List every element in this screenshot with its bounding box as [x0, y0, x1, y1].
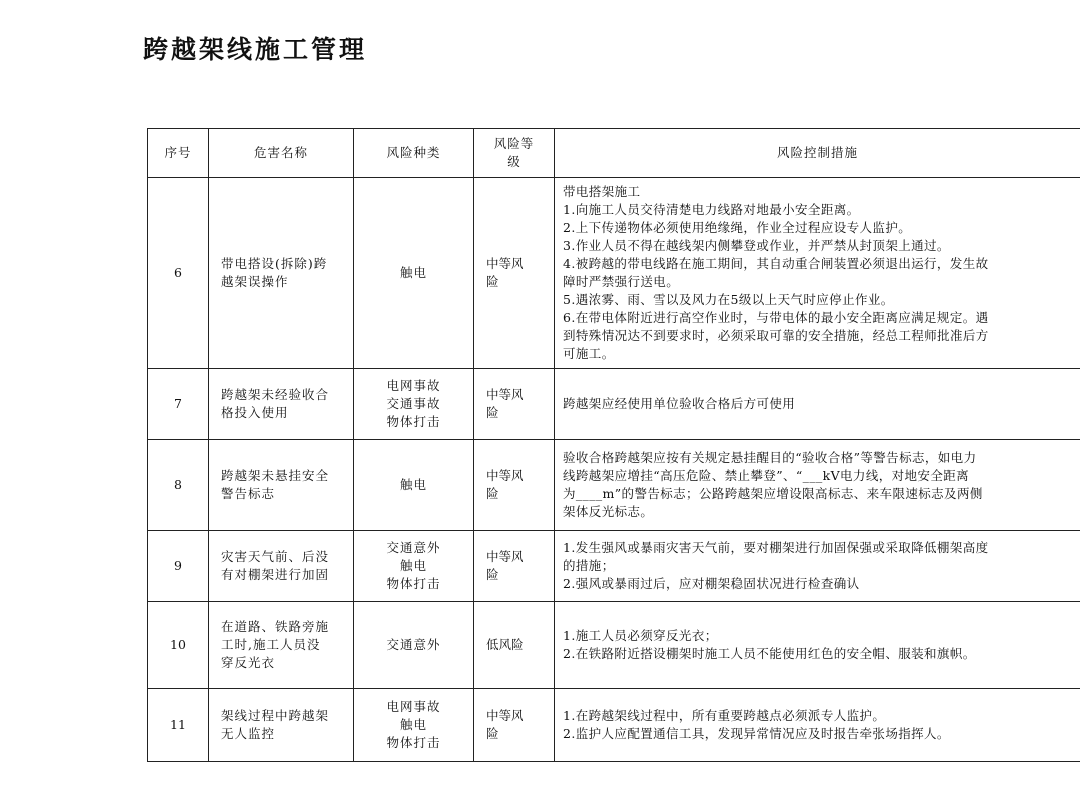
measure-line: 线跨越架应增挂“高压危险、禁止攀登”、“___kV电力线，对地安全距离 [563, 468, 970, 483]
row-control-measures [555, 531, 1080, 602]
table-row [148, 689, 1080, 762]
measure-line: 2.监护人应配置通信工具，发现异常情况应及时报告牵张场指挥人。 [563, 726, 950, 741]
risk-level-line: 中等风 [486, 549, 524, 564]
measure-line: 到特殊情况达不到要求时，必须采取可靠的安全措施，经总工程师批准后方 [563, 328, 989, 343]
row-risk-type [354, 369, 474, 440]
hazard-line: 穿反光衣 [221, 655, 276, 670]
row-hazard-name [209, 602, 354, 689]
risk-type-line: 物体打击 [386, 414, 441, 429]
row-risk-type [354, 689, 474, 762]
measure-line: 为____m”的警告标志；公路跨越架应增设限高标志、来车限速标志及两侧 [563, 486, 983, 501]
table-row [148, 440, 1080, 531]
measure-line: 架体反光标志。 [563, 504, 654, 519]
risk-type-line: 触电 [399, 477, 427, 492]
row-risk-type [354, 602, 474, 689]
header-serial-number: 序号 [148, 129, 209, 178]
risk-control-table [147, 128, 1080, 762]
hazard-line: 带电搭设(拆除)跨 [221, 256, 328, 271]
risk-level-line: 中等风 [486, 708, 524, 723]
row-hazard-name [209, 178, 354, 369]
risk-type-line: 交通事故 [386, 396, 441, 411]
row-risk-type [354, 440, 474, 531]
risk-level-line: 中等风 [486, 256, 524, 271]
measure-line: 跨越架应经使用单位验收合格后方可使用 [563, 396, 796, 411]
risk-level-line: 险 [486, 274, 499, 289]
hazard-line: 架线过程中跨越架 [221, 708, 330, 723]
hazard-line: 在道路、铁路旁施 [221, 619, 330, 634]
measure-line: 2.强风或暴雨过后，应对棚架稳固状况进行检查确认 [563, 576, 860, 591]
risk-type-line: 电网事故 [386, 378, 441, 393]
row-control-measures [555, 602, 1080, 689]
page-title: 跨越架线施工管理 [143, 35, 368, 64]
row-control-measures [555, 178, 1080, 369]
row-hazard-name [209, 369, 354, 440]
row-hazard-name [209, 531, 354, 602]
row-control-measures [555, 440, 1080, 531]
hazard-line: 跨越架未经验收合 [221, 387, 330, 402]
row-serial-number: 11 [148, 689, 209, 762]
table-row [148, 369, 1080, 440]
header-risk-level: 风险等级 [474, 129, 555, 178]
row-serial-number: 7 [148, 369, 209, 440]
row-risk-type [354, 178, 474, 369]
hazard-line: 格投入使用 [221, 405, 289, 420]
header-control-measures: 风险控制措施 [555, 129, 1080, 178]
row-risk-level [474, 602, 555, 689]
hazard-line: 跨越架未悬挂安全 [221, 468, 330, 483]
row-risk-type [354, 531, 474, 602]
header-risk-type: 风险种类 [354, 129, 474, 178]
row-risk-level [474, 369, 555, 440]
row-risk-level [474, 178, 555, 369]
table-row [148, 178, 1080, 369]
measure-line: 1.向施工人员交待清楚电力线路对地最小安全距离。 [563, 202, 860, 217]
measure-line: 5.遇浓雾、雨、雪以及风力在5级以上天气时应停止作业。 [563, 292, 894, 307]
row-serial-number: 6 [148, 178, 209, 369]
hazard-line: 越架误操作 [221, 274, 289, 289]
measure-line: 6.在带电体附近进行高空作业时，与带电体的最小安全距离应满足规定。遇 [563, 310, 989, 325]
risk-level-line: 险 [486, 567, 499, 582]
risk-type-line: 触电 [399, 558, 427, 573]
risk-level-line: 险 [486, 726, 499, 741]
measure-line: 2.上下传递物体必须使用绝缘绳，作业全过程应设专人监护。 [563, 220, 912, 235]
measure-line: 1.施工人员必须穿反光衣； [563, 628, 718, 643]
row-risk-level [474, 440, 555, 531]
risk-type-line: 物体打击 [386, 576, 441, 591]
hazard-line: 警告标志 [221, 486, 276, 501]
measure-line: 2.在铁路附近搭设棚架时施工人员不能使用红色的安全帽、服装和旗帜。 [563, 646, 976, 661]
measure-line: 验收合格跨越架应按有关规定悬挂醒目的“验收合格”等警告标志，如电力 [563, 450, 977, 465]
measure-line: 可施工。 [563, 346, 615, 361]
row-risk-level [474, 531, 555, 602]
hazard-line: 工时,施工人员没 [221, 637, 321, 652]
row-hazard-name [209, 440, 354, 531]
risk-type-line: 电网事故 [386, 699, 441, 714]
row-control-measures [555, 369, 1080, 440]
risk-type-line: 触电 [399, 265, 427, 280]
row-serial-number: 9 [148, 531, 209, 602]
row-serial-number: 8 [148, 440, 209, 531]
hazard-line: 有对棚架进行加固 [221, 567, 330, 582]
risk-type-line: 交通意外 [386, 637, 441, 652]
risk-type-line: 触电 [399, 717, 427, 732]
table-row [148, 531, 1080, 602]
risk-level-line: 险 [486, 405, 499, 420]
table-row [148, 602, 1080, 689]
risk-level-line: 险 [486, 486, 499, 501]
measure-line: 的措施； [563, 558, 615, 573]
risk-level-line: 中等风 [486, 387, 524, 402]
row-serial-number: 10 [148, 602, 209, 689]
measure-line: 3.作业人员不得在越线架内侧攀登或作业，并严禁从封顶架上通过。 [563, 238, 950, 253]
table-header-row [148, 129, 1080, 178]
row-control-measures [555, 689, 1080, 762]
risk-type-line: 物体打击 [386, 735, 441, 750]
hazard-line: 灾害天气前、后没 [221, 549, 330, 564]
risk-level-line: 低风险 [486, 637, 524, 652]
measure-line: 带电搭架施工 [563, 184, 641, 199]
row-hazard-name [209, 689, 354, 762]
table-body [148, 178, 1080, 762]
risk-level-line: 中等风 [486, 468, 524, 483]
measure-line: 4.被跨越的带电线路在施工期间，其自动重合闸装置必须退出运行，发生故 [563, 256, 989, 271]
measure-line: 1.发生强风或暴雨灾害天气前，要对棚架进行加固保强或采取降低棚架高度 [563, 540, 989, 555]
row-risk-level [474, 689, 555, 762]
measure-line: 障时严禁强行送电。 [563, 274, 680, 289]
risk-type-line: 交通意外 [386, 540, 441, 555]
header-hazard-name: 危害名称 [209, 129, 354, 178]
measure-line: 1.在跨越架线过程中，所有重要跨越点必须派专人监护。 [563, 708, 886, 723]
hazard-line: 无人监控 [221, 726, 276, 741]
